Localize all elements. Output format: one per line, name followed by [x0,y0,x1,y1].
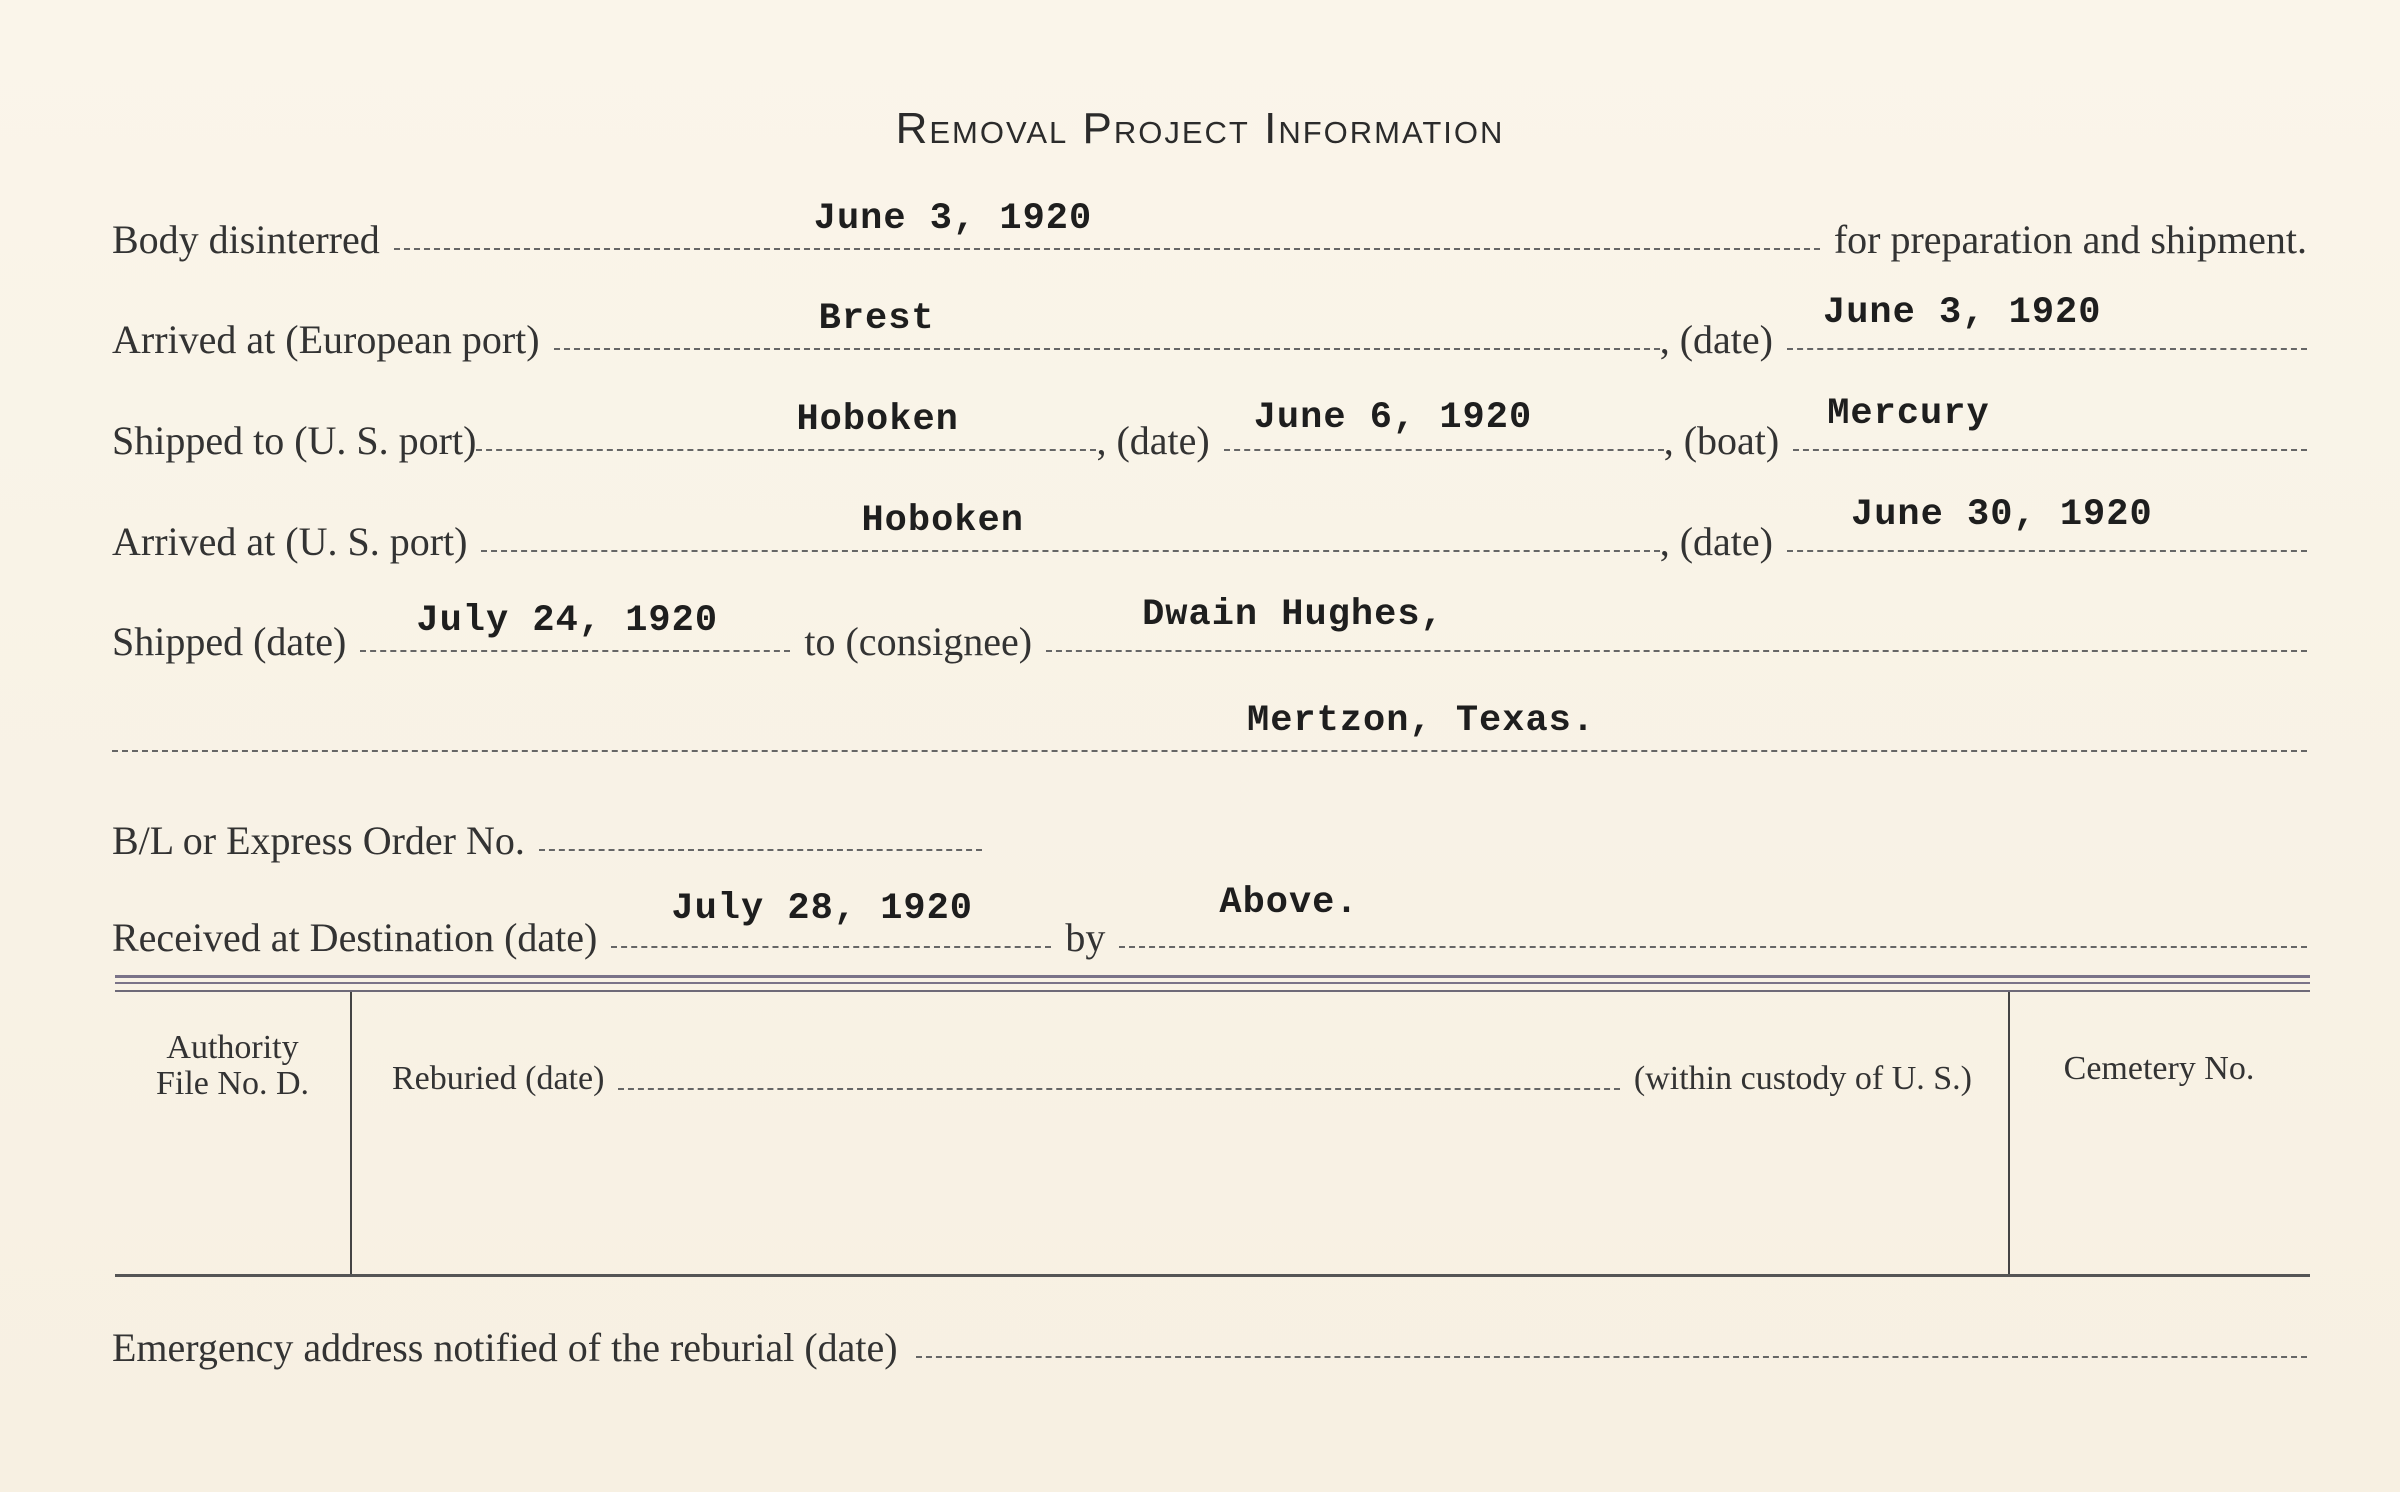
arrived-us-date-line[interactable] [1787,480,2307,552]
arrived-european-date-line[interactable] [1787,278,2307,350]
received-date-line[interactable] [611,876,1051,948]
bl-order-label: B/L or Express Order No. [112,818,525,863]
card-title: Removal Project Information [895,104,1505,153]
received-date-value: July 28, 1920 [671,888,974,930]
reburial-box [115,990,2310,1277]
received-row [112,882,2307,960]
shipped-us-date-label: , (date) [1096,418,1210,463]
shipped-us-date-line[interactable] [1224,379,1664,451]
shipped-date-value: July 24, 1920 [416,600,719,642]
consignee-address-row [112,694,2307,764]
reburied-date-line[interactable] [618,1068,1620,1090]
reburied-cell [392,1060,1972,1098]
shipped-us-row [112,393,2307,463]
reburied-label: Reburied (date) [392,1060,605,1097]
consignee-address-value: Mertzon, Texas. [1247,700,1596,742]
arrived-european-date-label: , (date) [1659,317,1773,362]
emergency-date-line[interactable] [916,1286,2307,1358]
consignee-address-line[interactable] [112,680,2307,752]
emergency-label: Emergency address notified of the reburial (date) [112,1325,898,1370]
custody-label: (within custody of U. S.) [1633,1060,1972,1097]
shipped-us-boat-value: Mercury [1827,393,1990,435]
shipped-date-row [112,594,2307,664]
cemetery-no-label: Cemetery No. [2063,1050,2255,1087]
body-disinterred-label: Body disinterred [112,217,380,262]
body-disinterred-suffix: for preparation and shipment. [1833,217,2307,262]
received-by-value: Above. [1219,882,1359,924]
cemetery-divider [2008,992,2010,1274]
shipped-us-label: Shipped to (U. S. port) [112,418,477,463]
arrived-european-port-line[interactable] [554,278,1660,350]
emergency-row [112,1300,2307,1370]
arrived-us-date-value: June 30, 1920 [1851,494,2153,536]
arrived-us-row [112,494,2307,564]
received-by-label: by [1065,915,1106,960]
received-label: Received at Destination (date) [112,915,598,960]
authority-label: Authority [166,1029,299,1066]
section-divider [115,975,2310,978]
shipped-us-port-line[interactable] [476,379,1096,451]
received-by-line[interactable] [1119,876,2307,948]
shipped-date-line[interactable] [360,580,790,652]
shipped-us-date-value: June 6, 1920 [1253,397,1533,439]
body-disinterred-value: June 3, 1920 [813,198,1093,240]
arrived-european-date-value: June 3, 1920 [1823,292,2102,334]
arrived-us-port-value: Hoboken [861,500,1024,542]
arrived-european-label: Arrived at (European port) [112,317,540,362]
body-disinterred-row [112,192,2307,262]
arrived-us-label: Arrived at (U. S. port) [112,519,468,564]
file-no-label: File No. D. [156,1064,309,1102]
arrived-european-row [112,292,2307,362]
shipped-date-label: Shipped (date) [112,619,347,664]
section-divider-inner [115,982,2310,984]
arrived-us-port-line[interactable] [481,480,1659,552]
authority-cell [115,1030,350,1101]
arrived-european-port-value: Brest [818,298,935,340]
arrived-us-date-label: , (date) [1659,519,1773,564]
authority-divider [350,992,352,1274]
bl-order-row [112,793,982,863]
body-disinterred-line[interactable] [394,178,1820,250]
consignee-label: to (consignee) [804,619,1033,664]
shipped-us-boat-label: , (boat) [1663,418,1780,463]
shipped-us-boat-line[interactable] [1793,379,2307,451]
bl-order-line[interactable] [539,779,982,851]
shipped-us-port-value: Hoboken [796,399,959,441]
consignee-value: Dwain Hughes, [1142,594,1444,636]
consignee-line[interactable] [1046,580,2307,652]
